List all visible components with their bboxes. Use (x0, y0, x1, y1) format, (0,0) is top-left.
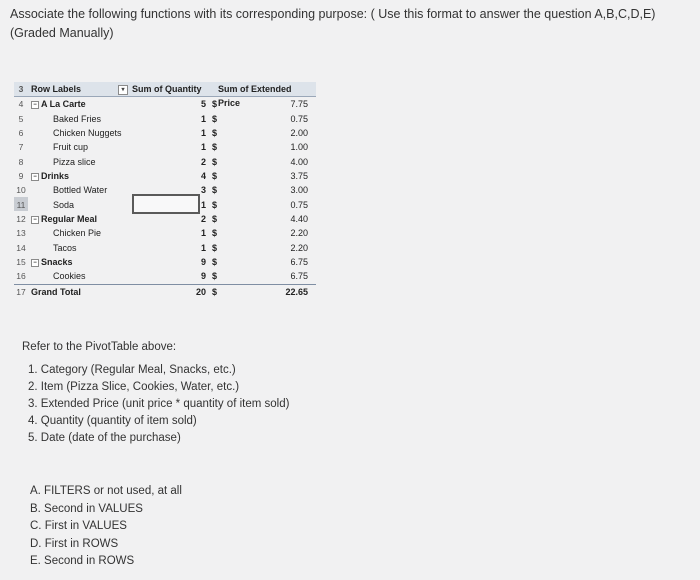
pivot-row[interactable] (14, 155, 316, 169)
row-number: 12 (16, 214, 26, 225)
pivot-row[interactable] (14, 112, 316, 126)
grand-total-row[interactable] (14, 284, 316, 299)
collapse-icon[interactable]: − (31, 173, 39, 181)
quantity-cell[interactable]: 1 (200, 142, 206, 153)
collapse-icon[interactable]: − (31, 216, 39, 224)
currency-symbol: $ (212, 242, 218, 253)
currency-symbol: $ (212, 257, 218, 268)
list-item: 1. Category (Regular Meal, Snacks, etc.) (28, 364, 236, 376)
list-item: 3. Extended Price (unit price * quantity of item sold) (28, 398, 290, 410)
item-label[interactable]: Bottled Water (53, 185, 108, 196)
item-label[interactable]: Chicken Nuggets (53, 128, 122, 139)
row-number: 4 (18, 99, 24, 110)
row-number: 15 (16, 257, 26, 268)
price-cell[interactable]: 6.75 (290, 271, 308, 282)
row-number: 9 (18, 171, 24, 182)
list-item: E. Second in ROWS (30, 555, 135, 567)
pivot-row[interactable] (14, 226, 316, 240)
list-item: 5. Date (date of the purchase) (28, 432, 181, 444)
list-item: B. Second in VALUES (30, 502, 143, 515)
category-text: Drinks (41, 171, 70, 182)
currency-symbol: $ (212, 185, 218, 196)
selected-cell[interactable] (132, 194, 200, 214)
item-label[interactable]: Pizza slice (53, 156, 96, 167)
sum-price-header[interactable]: Sum of Extended Price (218, 84, 292, 109)
list-item: A. FILTERS or not used, at all (30, 485, 182, 497)
price-cell[interactable]: 6.75 (290, 257, 308, 268)
price-cell[interactable]: 0.75 (290, 199, 308, 210)
currency-symbol: $ (212, 286, 218, 297)
row-number: 3 (18, 84, 24, 94)
pivot-row[interactable] (14, 97, 316, 111)
price-cell[interactable]: 4.40 (290, 214, 308, 225)
currency-symbol: $ (212, 228, 218, 239)
row-number: 14 (16, 242, 26, 253)
list-item: 2. Item (Pizza Slice, Cookies, Water, etc.) (28, 381, 240, 393)
category-text: Regular Meal (41, 214, 98, 225)
category-text: A La Carte (41, 99, 86, 110)
quantity-cell[interactable]: 1 (200, 113, 206, 124)
pivot-row[interactable] (14, 140, 316, 154)
list-item: 4. Quantity (quantity of item sold) (28, 415, 197, 427)
pivot-row[interactable] (14, 269, 316, 283)
pivot-row[interactable] (14, 126, 316, 140)
pivot-row[interactable] (14, 241, 316, 255)
quantity-cell[interactable]: 2 (200, 214, 206, 225)
price-cell[interactable]: 2.00 (290, 128, 308, 139)
item-label[interactable]: Fruit cup (53, 142, 89, 153)
row-number: 8 (18, 156, 24, 167)
item-label[interactable]: Tacos (53, 242, 77, 253)
item-label[interactable]: Baked Fries (53, 113, 102, 124)
sum-quantity-header[interactable]: Sum of Quantity (132, 84, 202, 94)
price-cell[interactable]: 2.20 (290, 242, 308, 253)
quantity-cell[interactable]: 1 (200, 128, 206, 139)
currency-symbol: $ (212, 142, 218, 153)
purposes-list (30, 483, 182, 571)
currency-symbol: $ (212, 214, 218, 225)
quantity-cell[interactable]: 4 (200, 171, 206, 182)
price-cell[interactable]: 3.75 (290, 171, 308, 182)
price-cell[interactable]: 2.20 (290, 228, 308, 239)
row-number: 13 (16, 228, 26, 239)
quantity-cell[interactable]: 5 (200, 99, 206, 110)
row-number: 17 (16, 286, 26, 297)
category-label[interactable] (31, 255, 73, 269)
quantity-cell[interactable]: 1 (200, 228, 206, 239)
currency-symbol: $ (212, 171, 218, 182)
row-number: 11 (16, 199, 26, 210)
price-cell[interactable]: 22.65 (285, 286, 308, 297)
pivot-row[interactable] (14, 255, 316, 269)
row-number: 6 (18, 128, 24, 139)
pivot-row[interactable] (14, 212, 316, 226)
price-cell[interactable]: 7.75 (290, 99, 308, 110)
category-label[interactable] (31, 97, 86, 111)
collapse-icon[interactable]: − (31, 101, 39, 109)
item-label[interactable]: Chicken Pie (53, 228, 102, 239)
currency-symbol: $ (212, 199, 218, 210)
pivot-table (14, 82, 316, 299)
filter-dropdown-icon[interactable]: ▾ (118, 85, 128, 95)
refer-text: Refer to the PivotTable above: (22, 341, 177, 353)
quantity-cell[interactable]: 2 (200, 156, 206, 167)
category-label[interactable] (31, 169, 69, 183)
price-cell[interactable]: 1.00 (290, 142, 308, 153)
question-text: Associate the following functions with its corresponding purpose: ( Use this format to answer the question A,B,C,D,E) (Graded Manually) (10, 7, 656, 40)
quantity-cell[interactable]: 9 (200, 271, 206, 282)
quantity-cell[interactable]: 9 (200, 257, 206, 268)
item-label[interactable]: Soda (53, 199, 75, 210)
currency-symbol: $ (212, 156, 218, 167)
row-number: 7 (18, 142, 24, 153)
list-item: C. First in VALUES (30, 520, 127, 532)
row-labels-header[interactable]: Row Labels (31, 84, 82, 94)
item-label[interactable]: Cookies (53, 271, 86, 282)
grand-total-label[interactable]: Grand Total (31, 286, 81, 297)
pivot-row[interactable] (14, 169, 316, 183)
price-cell[interactable]: 0.75 (290, 113, 308, 124)
quantity-cell[interactable]: 1 (200, 199, 206, 210)
quantity-cell[interactable]: 20 (195, 286, 206, 297)
currency-symbol: $ (212, 113, 218, 124)
category-label[interactable] (31, 212, 97, 226)
currency-symbol: $ (212, 128, 218, 139)
list-item: D. First in ROWS (30, 537, 119, 550)
functions-list (28, 362, 289, 447)
collapse-icon[interactable]: − (31, 259, 39, 267)
row-number: 16 (16, 271, 26, 282)
row-number: 10 (16, 185, 26, 196)
currency-symbol: $ (212, 99, 218, 110)
category-text: Snacks (41, 257, 73, 268)
price-cell[interactable]: 3.00 (290, 185, 308, 196)
quantity-cell[interactable]: 3 (200, 185, 206, 196)
currency-symbol: $ (212, 271, 218, 282)
quantity-cell[interactable]: 1 (200, 242, 206, 253)
price-cell[interactable]: 4.00 (290, 156, 308, 167)
row-number: 5 (18, 113, 24, 124)
